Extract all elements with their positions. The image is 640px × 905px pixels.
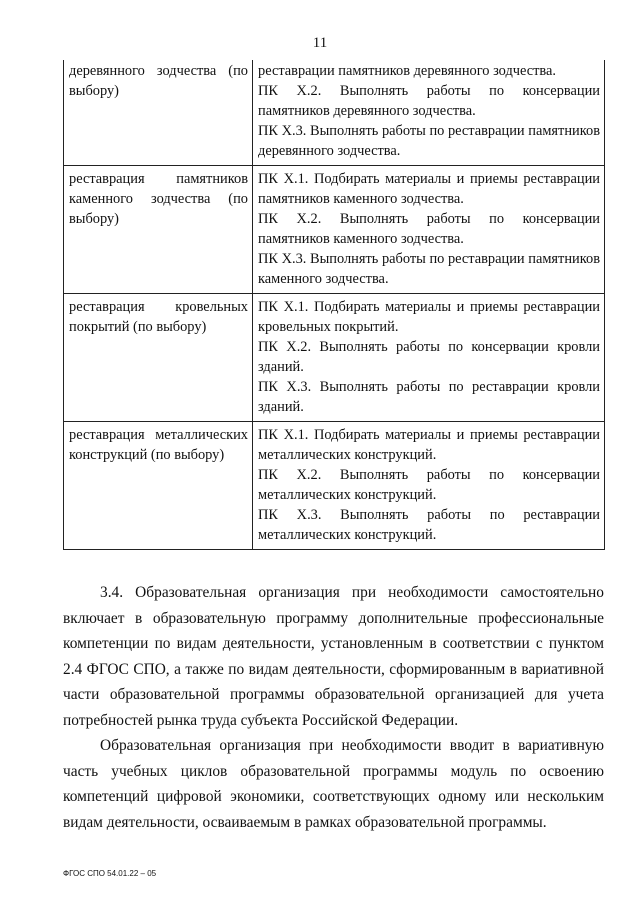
paragraph-digital-economy: Образовательная организация при необходимости вводит в вариативную часть учебных циклов образовательной программы модуль по освоению компетенций цифровой экономики, соответствующих одному или нескольким видам деятельности, осваиваемым в рамках образовательной программы.: [63, 737, 604, 831]
activity-cell: деревянного зодчества (по выбору): [64, 60, 253, 166]
competency-item: ПК Х.3. Выполнять работы по реставрации памятников каменного зодчества.: [258, 251, 600, 287]
page-number: 11: [312, 35, 328, 51]
table-row: [64, 166, 605, 294]
competencies-cell: [253, 294, 605, 422]
table-row: [64, 294, 605, 422]
competencies-table: [63, 60, 605, 550]
competency-item: ПК Х.2. Выполнять работы по консервации металлических конструкций.: [258, 467, 600, 503]
activity-cell: реставрация памятников каменного зодчества (по выбору): [64, 166, 253, 294]
activity-cell: реставрация кровельных покрытий (по выбору): [64, 294, 253, 422]
competency-item: ПК Х.2. Выполнять работы по консервации памятников каменного зодчества.: [258, 211, 600, 247]
competencies-cell: [253, 422, 605, 550]
competency-item: ПК Х.1. Подбирать материалы и приемы реставрации кровельных покрытий.: [258, 299, 600, 335]
competency-item: ПК Х.3. Выполнять работы по реставрации памятников деревянного зодчества.: [258, 123, 600, 159]
document-footer: ФГОС СПО 54.01.22 – 05: [63, 869, 157, 878]
table-row: [64, 422, 605, 550]
competency-item: ПК Х.1. Подбирать материалы и приемы реставрации памятников каменного зодчества.: [258, 171, 600, 207]
table-row: [64, 60, 605, 166]
competency-item: ПК Х.1. Подбирать материалы и приемы реставрации металлических конструкций.: [258, 427, 600, 463]
competency-item: ПК Х.3. Выполнять работы по реставрации кровли зданий.: [258, 379, 600, 415]
paragraph-3-4: 3.4. Образовательная организация при необходимости самостоятельно включает в образовательную программу дополнительные профессиональные компетенции по видам деятельности, установленным в соответствии с пунктом 2.4 ФГОС СПО, а также по видам деятельности, сформированным в вариативной части образовательной программы образовательной организацией для учета потребностей рынка труда субъекта Российской Федерации.: [63, 584, 604, 729]
competency-item: ПК Х.2. Выполнять работы по консервации памятников деревянного зодчества.: [258, 83, 600, 119]
competency-item: ПК Х.2. Выполнять работы по консервации кровли зданий.: [258, 339, 600, 375]
competencies-cell: [253, 166, 605, 294]
competency-item: ПК Х.3. Выполнять работы по реставрации металлических конструкций.: [258, 507, 600, 543]
competencies-cell: [253, 60, 605, 166]
competency-item: реставрации памятников деревянного зодчества.: [258, 63, 557, 79]
activity-cell: реставрация металлических конструкций (по выбору): [64, 422, 253, 550]
